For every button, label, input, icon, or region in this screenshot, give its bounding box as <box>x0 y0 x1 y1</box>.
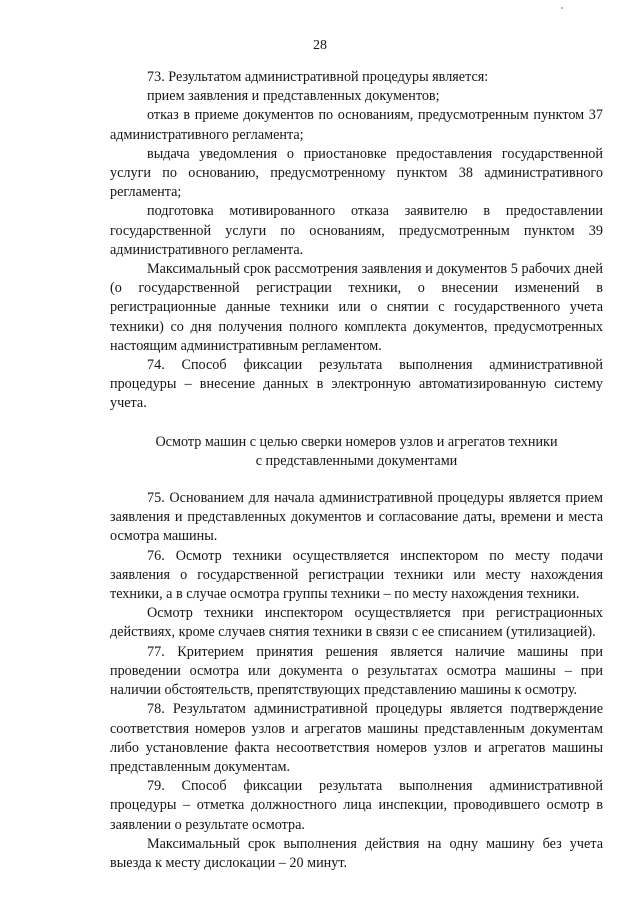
paragraph-max-review-period: Максимальный срок рассмотрения заявления и документов 5 рабочих дней (о государственной регистрации техники, о внесении изменений в регистрационные данные техники или о снятии с государственного учета техники) со дня получения полного комплекта документов, предусмотренных настоящим административным регламентом. <box>110 261 603 354</box>
spacer <box>110 471 603 489</box>
spacer <box>110 414 603 433</box>
section-title-line-2: с представленными документами <box>255 452 458 469</box>
paragraph-75: 75. Основанием для начала административной процедуры является прием заявления и представленных документов и согласование даты, времени и места осмотра машины. <box>110 490 603 545</box>
paragraph-73: 73. Результатом административной процедуры является: <box>147 69 489 85</box>
paragraph-result-motivated-refusal: подготовка мотивированного отказа заявителю в предоставлении государственной услуги по основаниям, предусмотренным пунктом 39 административного регламента. <box>110 203 603 258</box>
paragraph-result-suspension-notice: выдача уведомления о приостановке предоставления государственной услуги по основанию, предусмотренному пунктом 38 административного регламента; <box>110 145 603 201</box>
page-number: 28 <box>313 38 327 53</box>
section-title-line-1: Осмотр машин с целью сверки номеров узлов и агрегатов техники <box>155 433 558 450</box>
paragraph-78: 78. Результатом административной процедуры является подтверждение соответствия номеров узлов и агрегатов машины представленным документам либо установление факта несоответствия номеров узлов и агрегатов машины представленным документам. <box>110 701 603 775</box>
paragraph-result-acceptance: прием заявления и представленных документов; <box>147 88 440 105</box>
document-body <box>110 68 603 873</box>
paragraph-77: 77. Критерием принятия решения является наличие машины при проведении осмотра или документа о результатах осмотра машины – при наличии обстоятельств, препятствующих представлению машины к осмотру. <box>110 643 603 699</box>
paragraph-74: 74. Способ фиксации результата выполнения административной процедуры – внесение данных в электронную автоматизированную систему учета. <box>110 357 603 412</box>
paragraph-result-refusal: отказ в приеме документов по основаниям, предусмотренным пунктом 37 административного регламента; <box>110 107 603 143</box>
scan-speck <box>561 7 563 9</box>
paragraph-max-action-time: Максимальный срок выполнения действия на одну машину без учета выезда к месту дислокации – 20 минут. <box>110 835 603 871</box>
paragraph-79: 79. Способ фиксации результата выполнения административной процедуры – отметка должностного лица инспекции, проводившего осмотр в заявлении о результате осмотра. <box>110 778 603 833</box>
paragraph-inspection-cases: Осмотр техники инспектором осуществляется при регистрационных действиях, кроме случаев снятия техники в связи с ее списанием (утилизацией). <box>110 605 603 641</box>
paragraph-76: 76. Осмотр техники осуществляется инспектором по месту подачи заявления о государственной регистрации техники или месту нахождения техники, а в случае осмотра группы техники – по месту нахождения техники. <box>110 547 603 603</box>
